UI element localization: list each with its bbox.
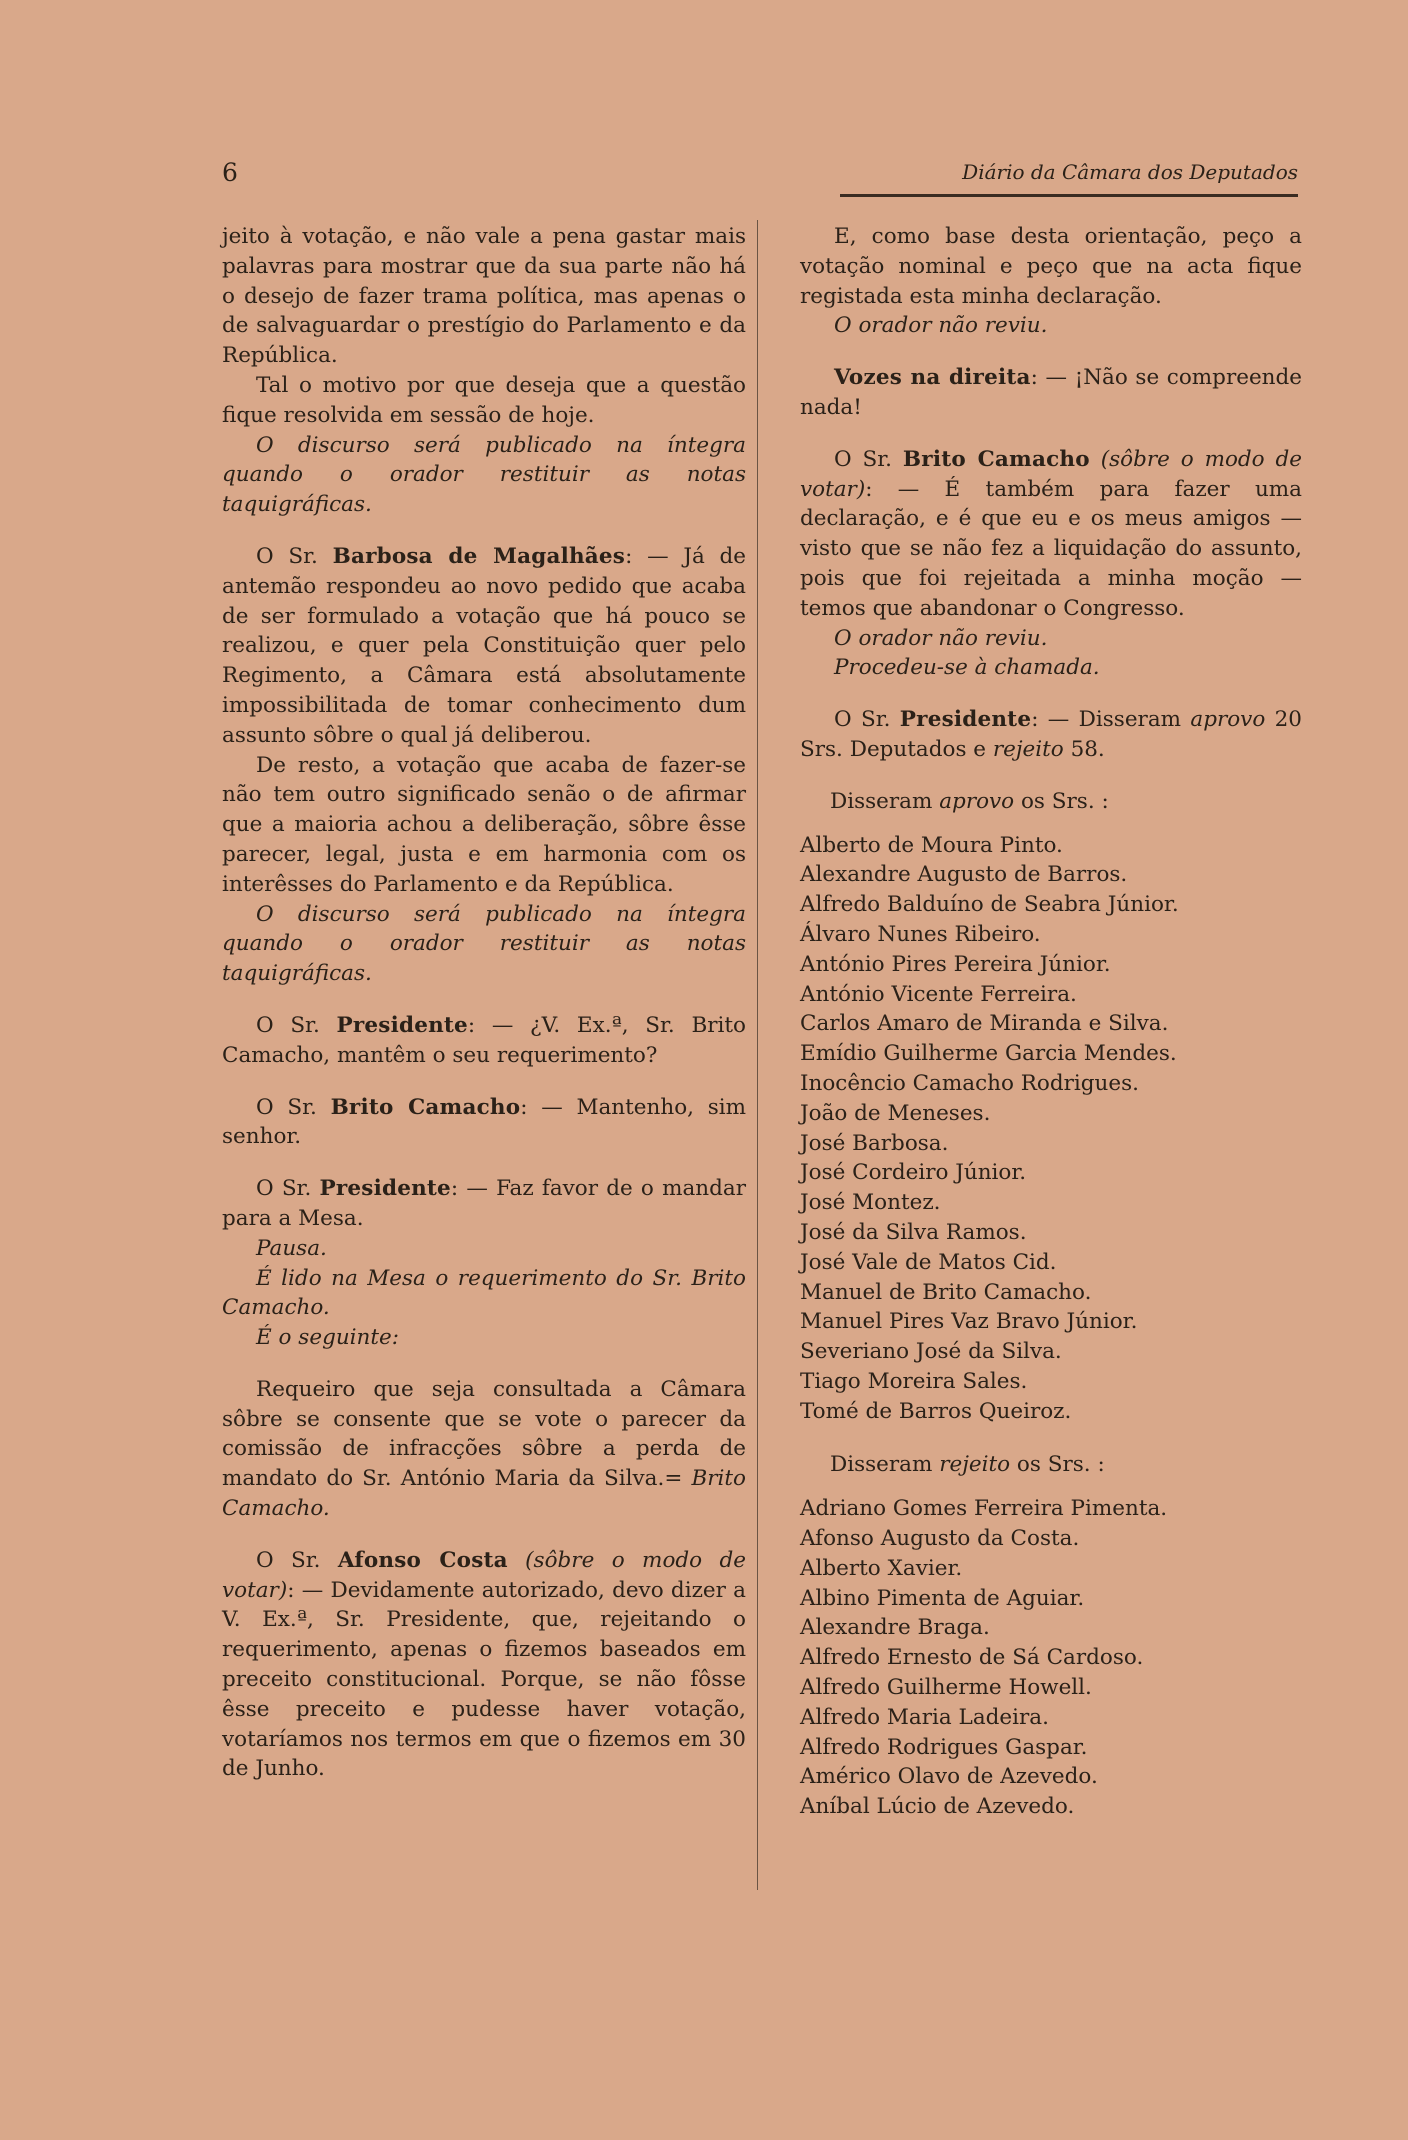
deputy-name: Alexandre Braga. [800,1615,990,1641]
speech-paragraph [800,363,1302,423]
speech-text: 20 Srs. Deputados e [800,707,1302,762]
deputy-name: Albino Pimenta de Aguiar. [800,1585,1085,1611]
deputy-name: José Vale de Matos Cid. [800,1249,1057,1275]
deputy-name: Manuel Pires Vaz Bravo Júnior. [800,1309,1138,1335]
speaker-name: Presidente [336,1012,468,1038]
deputy-name: Afonso Augusto da Costa. [800,1526,1080,1552]
deputy-name: Severiano José da Silva. [800,1339,1062,1365]
speech-text: : — ¿V. Ex.ª, Sr. Brito Camacho, mantêm o seu requerimento? [222,1012,747,1068]
speaker-name: Barbosa de Magalhães [332,543,626,569]
deputy-name: José Barbosa. [800,1130,949,1156]
heading-text: os Srs. : [1010,1452,1105,1478]
speech-text: : — É também para fazer uma declaração, e é que eu e os meus amigos — visto que se não fez a liquidação do assunto, pois que foi rejeitada a minha moção — temos que abandonar o Congresso. [800,476,1302,621]
right-column [800,222,1302,1822]
deputy-name: Tiago Moreira Sales. [800,1368,1028,1394]
left-column [222,222,746,1784]
deputy-name: Alfredo Ernesto de Sá Cardoso. [800,1645,1144,1671]
editorial-note: O discurso será publicado na íntegra quando o orador restituir as notas taquigráficas. [222,901,746,987]
speech-paragraph [222,1093,746,1153]
editorial-note: O discurso será publicado na íntegra quando o orador restituir as notas taquigráficas. [222,432,746,518]
deputy-name: António Vicente Ferreira. [800,981,1077,1007]
editorial-note: O orador não reviu. [834,625,1048,651]
requirement-signature: = Brito Camacho. [222,1466,747,1522]
vote-word: rejeito [939,1452,1011,1478]
deputy-name: Carlos Amaro de Miranda e Silva. [800,1011,1169,1037]
deputy-name: Aníbal Lúcio de Azevedo. [800,1794,1075,1820]
speech-text: : — Mantenho, sim senhor. [222,1094,746,1150]
deputy-name: Alexandre Augusto de Barros. [800,862,1128,888]
speech-note: (sôbre o modo de votar) [800,446,1303,502]
journal-title: Diário da Câmara dos Deputados [962,160,1298,184]
speech-text: : — Já de antemão respondeu ao novo pedido que acaba de ser formulado a votação que há pouco se realizou, e quer pela Constituição quer pelo Regimento, a Câmara está absolutamente impossibilitada de tomar conhecimento dum assunto sôbre o qual já deliberou. [222,543,747,748]
speech-paragraph [222,1174,746,1234]
speech-paragraph [222,542,746,751]
paragraph: E, como base desta orientação, peço a votação nominal e peço que na acta fique registada esta minha declaração. [800,224,1302,309]
aprovo-heading [800,787,1302,817]
deputy-name: Alfredo Balduíno de Seabra Júnior. [800,892,1179,918]
paragraph: Tal o motivo por que deseja que a questão fique resolvida em sessão de hoje. [222,372,746,428]
speech-text: : — Devidamente autorizado, devo dizer a V. Ex.ª, Sr. Presidente, que, rejeitando o requerimento, apenas o fizemos baseados em preceito constitucional. Porque, se não fôsse êsse preceito e pudesse haver votação, votaríamos nos termos em que o fizemos em 30 de Junho. [222,1577,746,1782]
deputy-name: Américo Olavo de Azevedo. [800,1764,1098,1790]
speaker-name: Vozes na direita [834,365,1031,391]
speech-text: : — Disseram [1031,707,1191,733]
speech-paragraph [800,705,1302,765]
requirement-text [222,1375,746,1524]
speech-note: (sôbre o modo de votar) [222,1547,746,1603]
page-number: 6 [222,158,238,187]
paragraph: jeito à votação, e não vale a pena gastar mais palavras para mostrar que da sua parte não há o desejo de fazer trama política, mas apenas o de salvaguardar o prestígio do Parlamento e da República. [222,224,746,369]
requirement-body: Requeiro que seja consultada a Câmara sôbre se consente que se vote o parecer da comissão de infracções sôbre a perda de mandato do Sr. António Maria da Silva. [222,1376,746,1492]
deputy-name: José Montez. [800,1190,941,1216]
deputy-name: Alfredo Maria Ladeira. [800,1704,1049,1730]
speech-prefix: O Sr. [256,1094,331,1120]
deputy-name: Emídio Guilherme Garcia Mendes. [800,1041,1177,1067]
speech-paragraph [800,445,1302,624]
speech-prefix: O Sr. [256,1012,337,1038]
deputy-name: Álvaro Nunes Ribeiro. [800,921,1041,947]
vote-word: aprovo [939,788,1015,814]
editorial-note: É lido na Mesa o requerimento do Sr. Brito Camacho. [222,1265,746,1321]
speech-paragraph [222,1011,746,1071]
deputy-name: Alfredo Rodrigues Gaspar. [800,1734,1088,1760]
aprovo-names-list [800,831,1302,1427]
speaker-name: Presidente [319,1176,451,1202]
deputy-name: Alfredo Guilherme Howell. [800,1675,1092,1701]
column-divider [757,220,758,1890]
deputy-name: Inocêncio Camacho Rodrigues. [800,1070,1139,1096]
editorial-note: Pausa. [256,1235,327,1261]
editorial-note: Procedeu-se à chamada. [834,655,1100,681]
editorial-note: O orador não reviu. [834,313,1048,339]
deputy-name: Manuel de Brito Camacho. [800,1279,1092,1305]
heading-text: os Srs. : [1014,788,1109,814]
speech-prefix: O Sr. [256,543,333,569]
deputy-name: Alberto de Moura Pinto. [800,832,1063,858]
speech-prefix: O Sr. [256,1176,320,1202]
speaker-name: Afonso Costa [337,1547,508,1573]
paragraph: De resto, a votação que acaba de fazer-se não tem outro significado senão o de afirmar que a maioria achou a deliberação, sôbre êsse parecer, legal, justa e em harmonia com os interêsses do Parlamento e da República. [222,752,746,897]
deputy-name: João de Meneses. [800,1100,991,1126]
deputy-name: Adriano Gomes Ferreira Pimenta. [800,1496,1168,1522]
vote-word: rejeito [992,736,1064,762]
editorial-note: É o seguinte: [256,1325,400,1351]
deputy-name: António Pires Pereira Júnior. [800,951,1111,977]
speech-prefix: O Sr. [834,707,900,733]
vote-word: aprovo [1190,707,1266,733]
rejeito-heading [800,1450,1302,1480]
heading-text: Disseram [830,1452,940,1478]
speech-prefix: O Sr. [834,446,903,472]
deputy-name: José da Silva Ramos. [800,1219,1027,1245]
speech-text: : — ¡Não se compreende nada! [800,365,1302,420]
speech-text: 58. [1063,736,1105,762]
deputy-name: Alberto Xavier. [800,1555,963,1581]
deputy-name: José Cordeiro Júnior. [800,1160,1027,1186]
speaker-name: Brito Camacho [902,446,1090,472]
deputy-name: Tomé de Barros Queiroz. [800,1398,1072,1424]
speech-text: : — Faz favor de o mandar para a Mesa. [222,1176,746,1231]
speaker-name: Presidente [899,707,1032,733]
speaker-name: Brito Camacho [330,1094,521,1120]
heading-text: Disseram [830,788,940,814]
header-rule [840,194,1298,197]
speech-paragraph [222,1546,746,1784]
speech-prefix: O Sr. [256,1547,338,1573]
rejeito-names-list [800,1494,1302,1822]
